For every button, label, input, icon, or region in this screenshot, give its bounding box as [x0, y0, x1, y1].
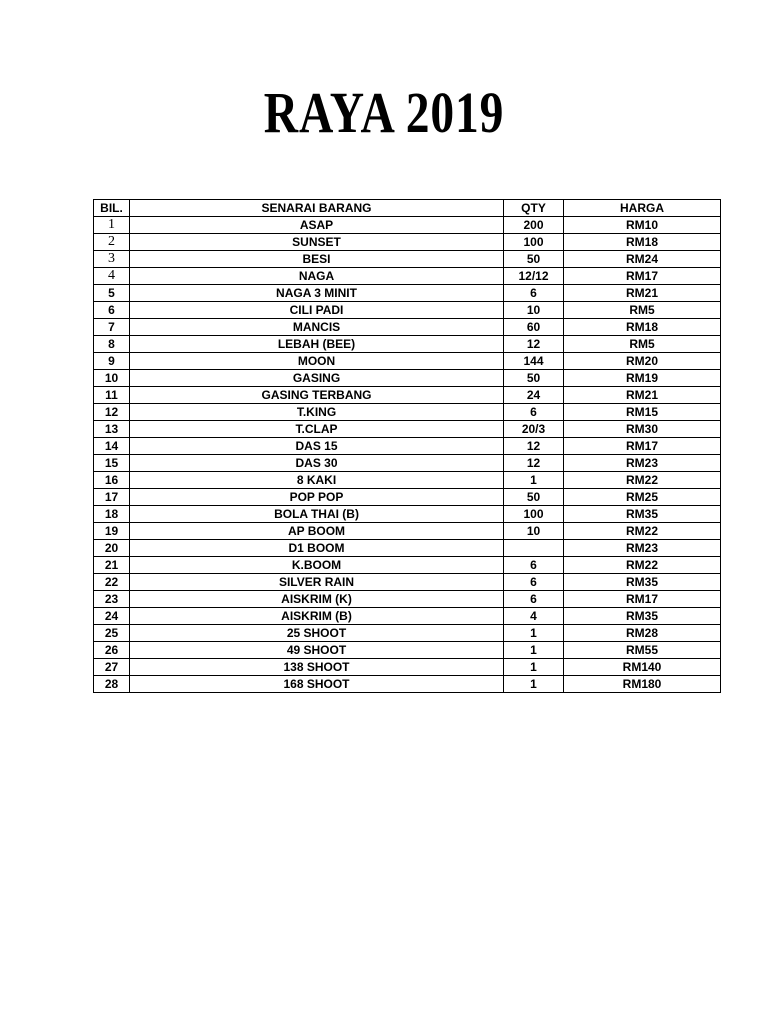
item-qty: 4	[504, 608, 564, 625]
item-price: RM35	[564, 574, 721, 591]
row-number: 18	[94, 506, 130, 523]
item-name: MOON	[130, 353, 504, 370]
item-qty: 24	[504, 387, 564, 404]
table-row	[94, 217, 721, 234]
item-price: RM21	[564, 285, 721, 302]
table-row	[94, 506, 721, 523]
table-row	[94, 251, 721, 268]
table-row	[94, 234, 721, 251]
row-number: 25	[94, 625, 130, 642]
item-name: 168 SHOOT	[130, 676, 504, 693]
item-price: RM21	[564, 387, 721, 404]
item-name: T.CLAP	[130, 421, 504, 438]
item-price: RM35	[564, 608, 721, 625]
table-row	[94, 608, 721, 625]
item-name: 8 KAKI	[130, 472, 504, 489]
item-name: 49 SHOOT	[130, 642, 504, 659]
item-name: NAGA	[130, 268, 504, 285]
row-number: 14	[94, 438, 130, 455]
table-row	[94, 625, 721, 642]
item-price: RM23	[564, 455, 721, 472]
row-number: 8	[94, 336, 130, 353]
item-price: RM25	[564, 489, 721, 506]
row-number: 7	[94, 319, 130, 336]
item-qty: 1	[504, 625, 564, 642]
item-qty: 6	[504, 404, 564, 421]
item-qty: 50	[504, 489, 564, 506]
item-name: D1 BOOM	[130, 540, 504, 557]
item-name: DAS 30	[130, 455, 504, 472]
item-price: RM18	[564, 319, 721, 336]
table-row	[94, 455, 721, 472]
item-name: POP POP	[130, 489, 504, 506]
item-price: RM17	[564, 268, 721, 285]
row-number: 5	[94, 285, 130, 302]
table-row	[94, 438, 721, 455]
row-number: 13	[94, 421, 130, 438]
table-row	[94, 285, 721, 302]
item-qty: 6	[504, 557, 564, 574]
item-qty: 10	[504, 523, 564, 540]
item-name: GASING	[130, 370, 504, 387]
item-price: RM5	[564, 302, 721, 319]
table-row	[94, 370, 721, 387]
header-bil: BIL.	[94, 200, 130, 217]
item-name: ASAP	[130, 217, 504, 234]
header-item-list: SENARAI BARANG	[130, 200, 504, 217]
table-row	[94, 574, 721, 591]
item-price: RM140	[564, 659, 721, 676]
row-number: 12	[94, 404, 130, 421]
row-number: 27	[94, 659, 130, 676]
item-qty: 50	[504, 370, 564, 387]
table-row	[94, 421, 721, 438]
item-qty: 200	[504, 217, 564, 234]
item-qty: 12	[504, 336, 564, 353]
item-name: SUNSET	[130, 234, 504, 251]
row-number: 9	[94, 353, 130, 370]
item-name: DAS 15	[130, 438, 504, 455]
item-name: MANCIS	[130, 319, 504, 336]
item-price: RM22	[564, 523, 721, 540]
item-price: RM17	[564, 591, 721, 608]
item-qty: 100	[504, 506, 564, 523]
item-price: RM22	[564, 472, 721, 489]
row-number: 1	[94, 217, 130, 234]
item-name: 25 SHOOT	[130, 625, 504, 642]
item-qty: 60	[504, 319, 564, 336]
item-qty: 1	[504, 659, 564, 676]
item-qty: 10	[504, 302, 564, 319]
row-number: 20	[94, 540, 130, 557]
table-row	[94, 472, 721, 489]
item-name: NAGA 3 MINIT	[130, 285, 504, 302]
item-price: RM28	[564, 625, 721, 642]
item-price: RM17	[564, 438, 721, 455]
item-price: RM24	[564, 251, 721, 268]
item-price: RM20	[564, 353, 721, 370]
item-price: RM5	[564, 336, 721, 353]
item-name: BOLA THAI (B)	[130, 506, 504, 523]
item-qty: 20/3	[504, 421, 564, 438]
item-price: RM19	[564, 370, 721, 387]
item-qty: 12/12	[504, 268, 564, 285]
item-price: RM18	[564, 234, 721, 251]
item-name: AISKRIM (B)	[130, 608, 504, 625]
item-price: RM55	[564, 642, 721, 659]
row-number: 4	[94, 268, 130, 285]
row-number: 19	[94, 523, 130, 540]
row-number: 6	[94, 302, 130, 319]
item-qty: 100	[504, 234, 564, 251]
item-qty: 6	[504, 574, 564, 591]
table-row	[94, 642, 721, 659]
row-number: 17	[94, 489, 130, 506]
header-qty: QTY	[504, 200, 564, 217]
item-qty: 12	[504, 438, 564, 455]
table-row	[94, 523, 721, 540]
item-name: T.KING	[130, 404, 504, 421]
item-qty: 1	[504, 642, 564, 659]
table-row	[94, 353, 721, 370]
item-price: RM35	[564, 506, 721, 523]
table-row	[94, 557, 721, 574]
item-price: RM15	[564, 404, 721, 421]
row-number: 10	[94, 370, 130, 387]
row-number: 16	[94, 472, 130, 489]
item-qty: 1	[504, 676, 564, 693]
row-number: 24	[94, 608, 130, 625]
table-row	[94, 676, 721, 693]
row-number: 23	[94, 591, 130, 608]
table-row	[94, 404, 721, 421]
item-name: AISKRIM (K)	[130, 591, 504, 608]
header-price: HARGA	[564, 200, 721, 217]
table-row	[94, 591, 721, 608]
item-qty: 144	[504, 353, 564, 370]
item-name: K.BOOM	[130, 557, 504, 574]
item-name: GASING TERBANG	[130, 387, 504, 404]
item-name: SILVER RAIN	[130, 574, 504, 591]
item-name: AP BOOM	[130, 523, 504, 540]
row-number: 28	[94, 676, 130, 693]
item-price-table	[93, 199, 721, 693]
item-price: RM180	[564, 676, 721, 693]
row-number: 21	[94, 557, 130, 574]
item-qty: 12	[504, 455, 564, 472]
item-price: RM22	[564, 557, 721, 574]
row-number: 22	[94, 574, 130, 591]
row-number: 11	[94, 387, 130, 404]
table-row	[94, 540, 721, 557]
item-price: RM30	[564, 421, 721, 438]
document-title: RAYA 2019	[263, 80, 505, 145]
table-row	[94, 268, 721, 285]
item-qty	[504, 540, 564, 557]
table-row	[94, 489, 721, 506]
item-qty: 50	[504, 251, 564, 268]
item-name: LEBAH (BEE)	[130, 336, 504, 353]
table-row	[94, 336, 721, 353]
item-name: CILI PADI	[130, 302, 504, 319]
item-price: RM23	[564, 540, 721, 557]
row-number: 26	[94, 642, 130, 659]
row-number: 3	[94, 251, 130, 268]
item-price: RM10	[564, 217, 721, 234]
item-name: BESI	[130, 251, 504, 268]
table-row	[94, 659, 721, 676]
item-qty: 6	[504, 591, 564, 608]
table-body	[94, 217, 721, 693]
item-qty: 1	[504, 472, 564, 489]
row-number: 15	[94, 455, 130, 472]
table-row	[94, 319, 721, 336]
table-header-row	[94, 200, 721, 217]
table-row	[94, 302, 721, 319]
item-name: 138 SHOOT	[130, 659, 504, 676]
row-number: 2	[94, 234, 130, 251]
item-qty: 6	[504, 285, 564, 302]
table-row	[94, 387, 721, 404]
